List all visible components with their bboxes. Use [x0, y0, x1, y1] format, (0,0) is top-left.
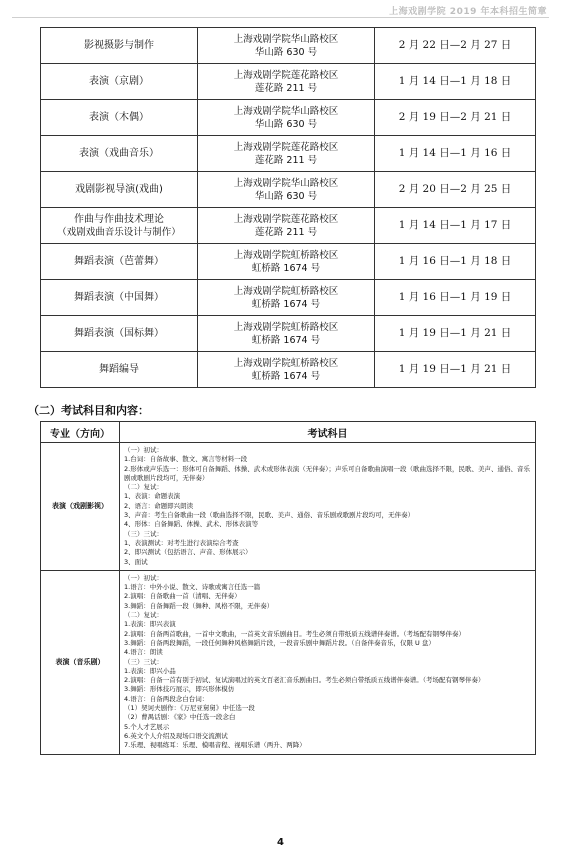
schedule-row	[41, 64, 536, 100]
exam-row	[41, 570, 536, 754]
schedule-location-line: 莲花路 211 号	[254, 226, 318, 238]
section-title: （二）考试科目和内容：	[28, 404, 149, 417]
schedule-major-line: 表演（戏曲音乐）	[79, 148, 159, 159]
schedule-location	[198, 28, 375, 64]
schedule-location	[198, 100, 375, 136]
schedule-major	[41, 280, 198, 316]
exam-subject-line: 2、即兴测试（包括语言、声音、形体展示）	[124, 548, 252, 557]
schedule-location-line: 华山路 630 号	[254, 46, 318, 58]
exam-subject-line: 2.演唱：自备歌曲一首（清唱、无伴奏）	[124, 592, 241, 601]
schedule-major-line: 表演（京剧）	[89, 76, 149, 87]
exam-subject-line: 2、语言：命题即兴朗读	[124, 501, 194, 510]
schedule-major	[41, 28, 198, 64]
exam-subject-line: 3.舞蹈：自备两段舞蹈，一段任何舞种风格舞蹈片段，一段音乐剧中舞蹈片段。（自备伴奏音乐，仅限 U 盘）	[124, 638, 435, 647]
exam-subject-line: 5.个人才艺展示	[124, 722, 170, 731]
schedule-location	[198, 172, 375, 208]
schedule-row	[41, 208, 536, 244]
schedule-location-line: 华山路 630 号	[254, 118, 318, 130]
exam-major: 表演（戏剧影视）	[41, 443, 120, 571]
exam-subject-line: （二）复试：	[124, 483, 163, 492]
schedule-major-line: （戏剧戏曲音乐设计与制作）	[57, 226, 181, 238]
exam-subject-line: 4.语言：自备两段念白台词：	[124, 694, 209, 703]
schedule-location-line: 华山路 630 号	[254, 190, 318, 202]
schedule-major-line: 舞蹈表演（国标舞）	[74, 328, 164, 339]
schedule-location-line: 虹桥路 1674 号	[251, 262, 321, 274]
schedule-dates: 1 月 14 日—1 月 16 日	[375, 136, 536, 172]
schedule-major	[41, 64, 198, 100]
schedule-major	[41, 208, 198, 244]
exam-subject-line: （1）契诃夫剧作：《万尼亚舅舅》中任选一段	[124, 704, 255, 713]
exam-subject-line: 3、面试	[124, 557, 148, 566]
schedule-location	[198, 136, 375, 172]
schedule-location-line: 上海戏剧学院华山路校区	[233, 33, 339, 45]
schedule-dates: 1 月 16 日—1 月 19 日	[375, 280, 536, 316]
schedule-row	[41, 280, 536, 316]
schedule-row	[41, 136, 536, 172]
schedule-major-line: 戏剧影视导演(戏曲)	[75, 184, 163, 195]
schedule-major-line: 舞蹈编导	[99, 364, 139, 375]
schedule-table	[40, 27, 536, 388]
exam-subjects	[120, 443, 536, 571]
schedule-location-line: 虹桥路 1674 号	[251, 370, 321, 382]
exam-subjects	[120, 570, 536, 754]
schedule-location-line: 上海戏剧学院虹桥路校区	[233, 321, 339, 333]
exam-subject-line: （二）复试：	[124, 611, 163, 620]
schedule-row	[41, 28, 536, 64]
schedule-row	[41, 100, 536, 136]
schedule-dates: 2 月 19 日—2 月 21 日	[375, 100, 536, 136]
exam-subject-line: 1.语言：中外小说、散文、诗歌或寓言任选一篇	[124, 583, 261, 592]
schedule-location-line: 上海戏剧学院华山路校区	[233, 177, 339, 189]
schedule-major	[41, 100, 198, 136]
exam-major: 表演（音乐剧）	[41, 570, 120, 754]
schedule-major-line: 表演（木偶）	[89, 112, 149, 123]
schedule-location-line: 虹桥路 1674 号	[251, 298, 321, 310]
exam-subjects-table	[40, 421, 536, 755]
schedule-major-line: 作曲与作曲技术理论	[74, 213, 164, 225]
schedule-dates: 1 月 19 日—1 月 21 日	[375, 352, 536, 388]
exam-subject-line: 4、形体：自备舞蹈、体操、武术、形体表演等	[124, 520, 259, 529]
exam-subject-line: 3、声音：考生自备歌曲一段（歌曲选择不限，民歌、美声、通俗、音乐剧或歌剧片段均可，无伴奏）	[124, 511, 415, 520]
schedule-location-line: 上海戏剧学院虹桥路校区	[233, 285, 339, 297]
schedule-row	[41, 244, 536, 280]
schedule-dates: 1 月 14 日—1 月 17 日	[375, 208, 536, 244]
exam-subject-line: 2.演唱：自备两首歌曲，一首中文歌曲，一首英文音乐剧曲目。考生必须自带纸质五线谱伴奏谱。（考场配有钢琴伴奏）	[124, 629, 465, 638]
header-divider	[12, 17, 549, 18]
exam-subject-line: 2.演唱：自备一首有别于初试、复试演唱过的英文百老汇音乐剧曲目。考生必须自带纸质五线谱伴奏谱。（考场配有钢琴伴奏）	[124, 676, 485, 685]
schedule-location-line: 莲花路 211 号	[254, 82, 318, 94]
schedule-location-line: 虹桥路 1674 号	[251, 334, 321, 346]
schedule-major	[41, 136, 198, 172]
exam-subject-line: （2）曹禺话剧：《家》中任选一段念白	[124, 713, 236, 722]
exam-subject-line: 3.舞蹈：自备舞蹈一段（舞种、风格不限，无伴奏）	[124, 601, 274, 610]
schedule-location	[198, 280, 375, 316]
exam-subject-line: 1、表演测试：对考生进行表演综合考查	[124, 538, 239, 547]
schedule-location	[198, 64, 375, 100]
schedule-row	[41, 172, 536, 208]
schedule-major-line: 影视摄影与制作	[84, 40, 154, 51]
schedule-location-line: 上海戏剧学院虹桥路校区	[233, 249, 339, 261]
schedule-row	[41, 316, 536, 352]
schedule-dates: 2 月 22 日—2 月 27 日	[375, 28, 536, 64]
schedule-location-line: 上海戏剧学院华山路校区	[233, 105, 339, 117]
exam-subject-line: 6.英文个人介绍及现场口语交流测试	[124, 731, 228, 740]
schedule-dates: 1 月 19 日—1 月 21 日	[375, 316, 536, 352]
exam-row	[41, 443, 536, 571]
schedule-row	[41, 352, 536, 388]
schedule-location	[198, 208, 375, 244]
schedule-major	[41, 244, 198, 280]
schedule-location	[198, 244, 375, 280]
exam-header-major: 专业（方向）	[41, 422, 120, 443]
exam-subject-line: 1.台词：自备故事、散文、寓言等材料一段	[124, 455, 248, 464]
exam-subject-line: 3.舞蹈：形体技巧展示，即兴形体模仿	[124, 685, 235, 694]
schedule-major	[41, 352, 198, 388]
exam-subject-line: 1、表演：命题表演	[124, 492, 181, 501]
exam-subject-line: 4.语言：朗读	[124, 648, 163, 657]
schedule-location-line: 上海戏剧学院莲花路校区	[233, 213, 339, 225]
schedule-dates: 1 月 14 日—1 月 18 日	[375, 64, 536, 100]
page-number: 4	[277, 837, 284, 848]
exam-subject-line: （一）初试：	[124, 446, 163, 454]
exam-subject-line: （一）初试：	[124, 573, 163, 582]
schedule-location-line: 莲花路 211 号	[254, 154, 318, 166]
exam-subject-line: （三）三试：	[124, 529, 163, 538]
exam-subject-line: 2.形体或声乐选一：形体可自备舞蹈、体操、武术或形体表演（无伴奏）；声乐可自备歌曲演唱一段（歌曲选择不限，民歌、美声、通俗、音乐剧或歌剧片段均可，无伴奏）	[124, 464, 530, 482]
schedule-location-line: 上海戏剧学院莲花路校区	[233, 141, 339, 153]
schedule-dates: 2 月 20 日—2 月 25 日	[375, 172, 536, 208]
schedule-major-line: 舞蹈表演（中国舞）	[74, 292, 164, 303]
schedule-major	[41, 316, 198, 352]
exam-subject-line: 1.表演：即兴表演	[124, 620, 176, 629]
schedule-major	[41, 172, 198, 208]
schedule-location	[198, 316, 375, 352]
schedule-major-line: 舞蹈表演（芭蕾舞）	[74, 256, 164, 267]
exam-header-subjects: 考试科目	[120, 422, 536, 443]
schedule-dates: 1 月 16 日—1 月 18 日	[375, 244, 536, 280]
schedule-location	[198, 352, 375, 388]
schedule-location-line: 上海戏剧学院莲花路校区	[233, 69, 339, 81]
page-header: 上海戏剧学院 2019 年本科招生简章	[389, 7, 547, 17]
exam-subject-line: 7.乐理、视唱练耳：乐理、模唱音程、视唱乐谱（两升、两降）	[124, 741, 306, 750]
exam-subject-line: （三）三试：	[124, 657, 163, 666]
schedule-location-line: 上海戏剧学院虹桥路校区	[233, 357, 339, 369]
exam-subject-line: 1.表演：即兴小品	[124, 666, 176, 675]
